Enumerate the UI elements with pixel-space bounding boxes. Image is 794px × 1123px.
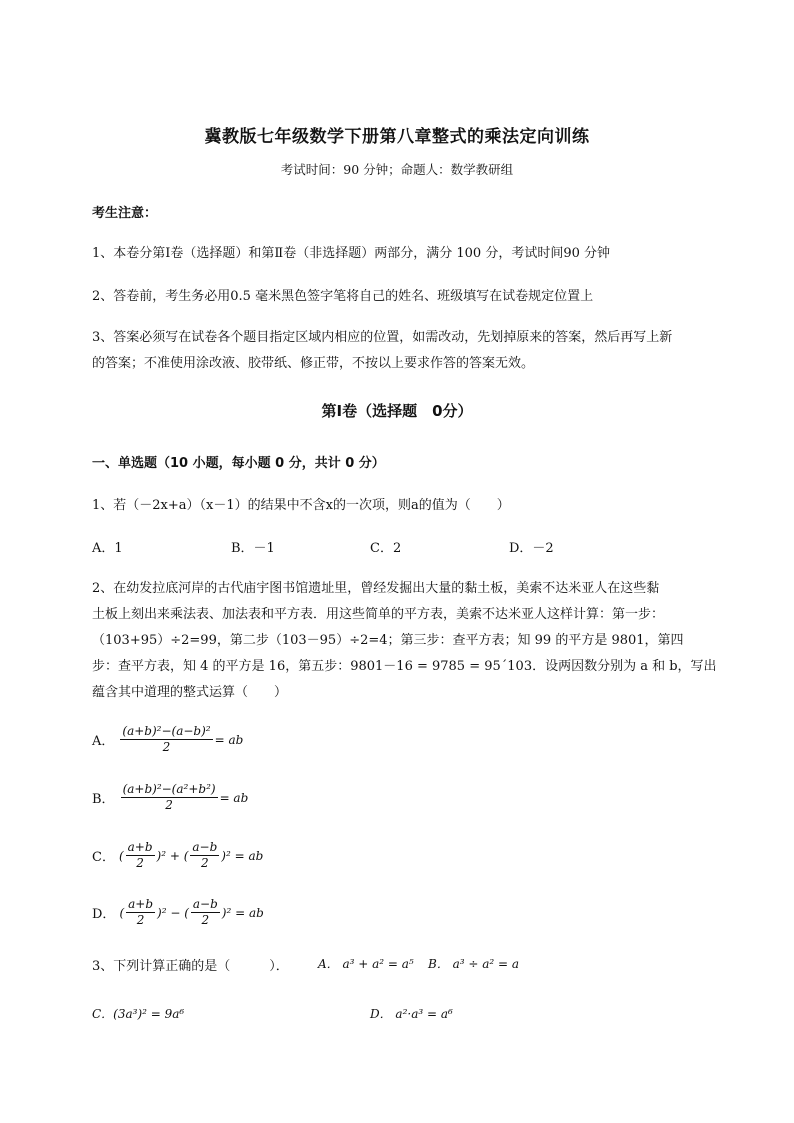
denominator: 2 (201, 856, 209, 870)
note-item-2: 2、答卷前，考生务必用0.5 毫米黑色签字笔将自己的姓名、班级填写在试卷规定位置上 (92, 289, 594, 304)
question-2-option-b[interactable] (92, 782, 248, 813)
fraction (190, 840, 219, 871)
question-1-stem: 1、若（－2x+a）（x－1）的结果中不含x的一次项，则a的值为（ ） (92, 498, 510, 513)
denominator: 2 (162, 740, 171, 754)
fraction (121, 782, 218, 813)
numerator: a+b (127, 840, 153, 854)
option-label: D． (92, 907, 116, 922)
question-2-line-2: 土板上刻出来乘法表、加法表和平方表．用这些简单的平方表，美索不达米亚人这样计算：第一步： (92, 607, 665, 622)
question-3-option-d[interactable]: D． a²·a³ = a⁶ (370, 1007, 453, 1021)
notes-heading: 考生注意： (92, 206, 158, 221)
fraction (126, 897, 155, 928)
right-hand-side: )² = ab (221, 848, 264, 863)
question-3-option-c[interactable]: C．(3a³)² = 9a⁶ (92, 1007, 185, 1021)
question-3-option-a[interactable]: A． a³ + a² = a⁵ (318, 957, 414, 971)
question-2-line-1: 2、在幼发拉底河岸的古代庙宇图书馆遗址里，曾经发掘出大量的黏土板，美索不达米亚人在这些黏 (92, 581, 660, 596)
note-item-3-cont: 的答案；不准使用涂改液、胶带纸、修正带，不按以上要求作答的答案无效。 (92, 356, 535, 371)
question-1-option-c[interactable]: C．2 (370, 541, 402, 556)
question-2-option-d[interactable] (92, 897, 264, 928)
option-label: C． (92, 850, 115, 865)
denominator: 2 (136, 913, 145, 927)
numerator: a−b (192, 840, 218, 854)
right-hand-side: )² = ab (221, 905, 264, 920)
question-2-line-4: 步：查平方表，知 4 的平方是 16，第五步：9801－16 = 9785 = 95´103．设两因数分别为 a 和 b，写出 (92, 659, 717, 674)
section-title: 第Ⅰ卷（选择题 0分） (321, 402, 473, 420)
question-1-option-d[interactable]: D．－2 (509, 541, 554, 556)
question-3-option-b[interactable]: B． a³ ÷ a² = a (428, 957, 520, 971)
question-1-option-b[interactable]: B．－1 (231, 541, 275, 556)
question-2-line-5: 蕴含其中道理的整式运算（ ） (92, 685, 288, 700)
question-3-stem: 3、下列计算正确的是（ ）． (92, 959, 289, 974)
question-1-option-a[interactable]: A．1 (92, 541, 123, 556)
note-item-1: 1、本卷分第Ⅰ卷（选择题）和第Ⅱ卷（非选择题）两部分，满分 100 分，考试时间90 分钟 (92, 246, 610, 261)
numerator: a+b (128, 897, 154, 911)
right-hand-side: = ab (219, 790, 249, 805)
fraction (191, 897, 220, 928)
option-label: A． (92, 734, 115, 749)
denominator: 2 (165, 798, 173, 812)
exam-info: 考试时间：90 分钟；命题人：数学教研组 (280, 162, 514, 177)
question-2-line-3: （103+95）÷2=99，第二步（103－95）÷2=4；第三步：查平方表；知 99 的平方是 9801，第四 (92, 633, 684, 648)
part-heading: 一、单选题（10 小题，每小题 0 分，共计 0 分） (92, 456, 385, 471)
paren-open: ( (119, 905, 125, 920)
fraction (126, 840, 155, 871)
numerator: a−b (192, 897, 218, 911)
numerator: (a+b)²−(a−b)² (122, 724, 211, 738)
page-title: 冀教版七年级数学下册第八章整式的乘法定向训练 (204, 127, 590, 147)
denominator: 2 (136, 856, 144, 870)
fraction (120, 724, 212, 755)
right-hand-side: = ab (214, 732, 244, 747)
question-2-option-a[interactable] (92, 724, 243, 755)
numerator: (a+b)²−(a²+b²) (122, 782, 216, 796)
operator: )² + ( (156, 848, 189, 863)
denominator: 2 (201, 913, 210, 927)
operator: )² − ( (157, 905, 189, 920)
option-label: B． (92, 792, 115, 807)
note-item-3: 3、答案必须写在试卷各个题目指定区域内相应的位置，如需改动，先划掉原来的答案，然后再写上新 (92, 330, 673, 345)
paren-open: ( (118, 848, 124, 863)
question-2-option-c[interactable] (92, 840, 263, 871)
